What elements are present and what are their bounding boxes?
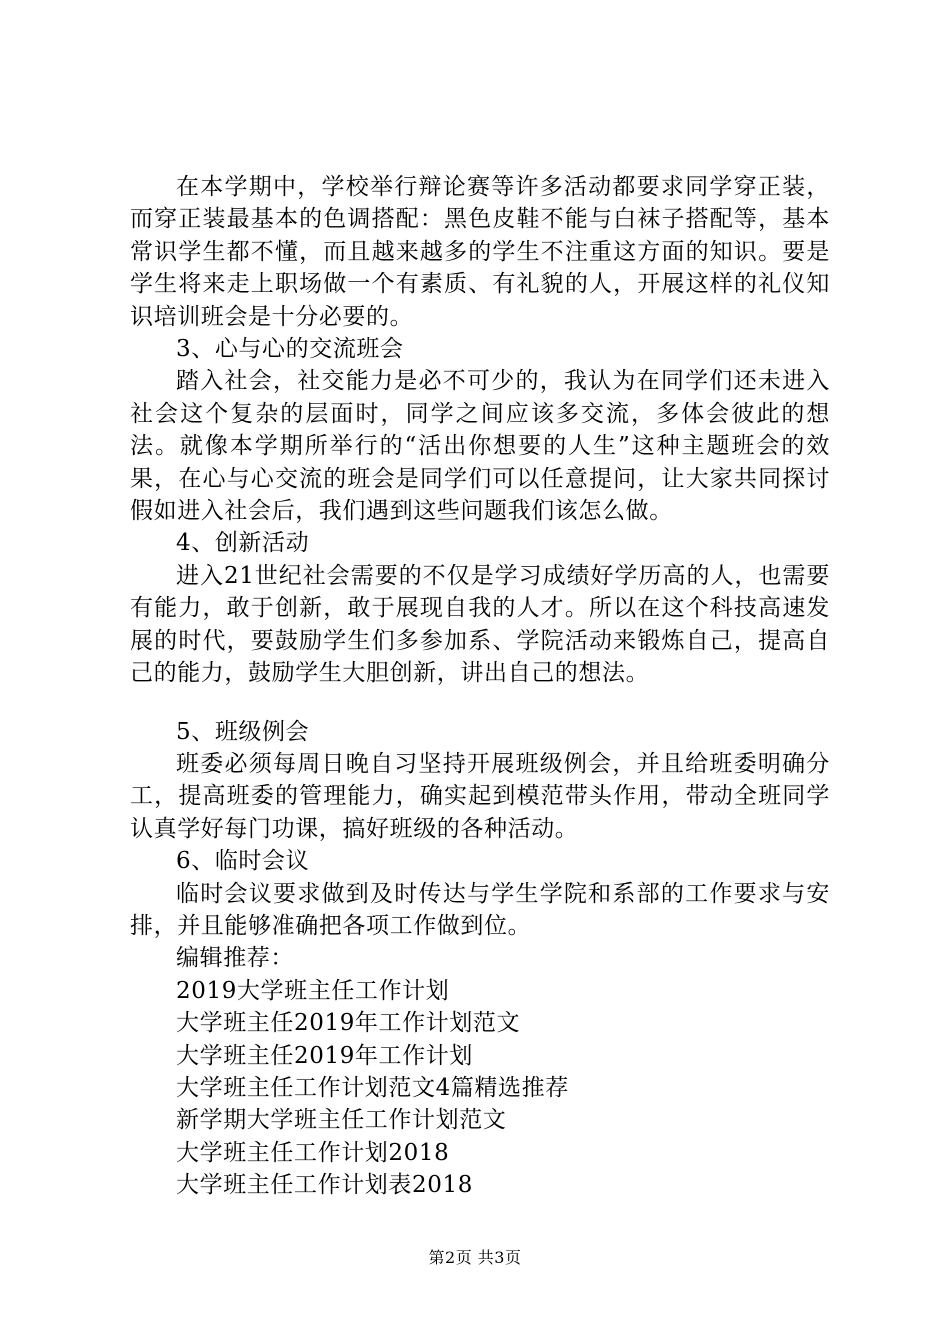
recommend-item[interactable]: 2019大学班主任工作计划 xyxy=(176,977,450,1004)
paragraph-etiquette: 在本学期中，学校举行辩论赛等许多活动都要求同学穿正装，而穿正装最基本的色调搭配：黑色皮鞋不能与白袜子搭配等，基本常识学生都不懂，而且越来越多的学生不注重这方面的知识。要是学生将来走上职场做一个有素质、有礼貌的人，开展这样的礼仪知识培训班会是十分必要的。 xyxy=(130,174,830,330)
recommend-item[interactable]: 大学班主任工作计划表2018 xyxy=(176,1172,473,1199)
section-heading-3: 3、心与心的交流班会 xyxy=(176,336,404,363)
recommend-label: 编辑推荐： xyxy=(176,945,294,972)
recommend-item[interactable]: 大学班主任2019年工作计划 xyxy=(176,1042,473,1069)
section-heading-5: 5、班级例会 xyxy=(176,718,310,745)
recommend-list xyxy=(130,975,830,1202)
document-body xyxy=(130,171,830,1202)
paragraph-class-meeting: 班委必须每周日晚自习坚持开展班级例会，并且给班委明确分工，提高班委的管理能力，确实起到模范带头作用，带动全班同学认真学好每门功课，搞好班级的各种活动。 xyxy=(130,750,830,842)
paragraph-temporary-meeting: 临时会议要求做到及时传达与学生学院和系部的工作要求与安排，并且能够准确把各项工作做到位。 xyxy=(130,880,830,939)
blank-line xyxy=(130,690,830,716)
recommend-item[interactable]: 大学班主任工作计划2018 xyxy=(176,1139,450,1166)
recommend-item[interactable]: 大学班主任2019年工作计划范文 xyxy=(176,1010,521,1037)
recommend-item[interactable]: 大学班主任工作计划范文4篇精选推荐 xyxy=(176,1074,569,1101)
page-number-footer: 第2页 共3页 xyxy=(428,1248,522,1267)
section-heading-4: 4、创新活动 xyxy=(176,530,310,557)
paragraph-innovation: 进入21世纪社会需要的不仅是学习成绩好学历高的人，也需要有能力，敢于创新，敢于展现自我的人才。所以在这个科技高速发展的时代，要鼓励学生们多参加系、学院活动来锻炼自己，提高自己的能力，鼓励学生大胆创新，讲出自己的想法。 xyxy=(130,562,830,687)
section-heading-6: 6、临时会议 xyxy=(176,848,310,875)
recommend-item[interactable]: 新学期大学班主任工作计划范文 xyxy=(176,1107,507,1134)
paragraph-heart-to-heart: 踏入社会，社交能力是必不可少的，我认为在同学们还未进入社会这个复杂的层面时，同学之间应该多交流，多体会彼此的想法。就像本学期所举行的“活出你想要的人生”这种主题班会的效果，在心与心交流的班会是同学们可以任意提问，让大家共同探讨假如进入社会后，我们遇到这些问题我们该怎么做。 xyxy=(130,368,830,525)
